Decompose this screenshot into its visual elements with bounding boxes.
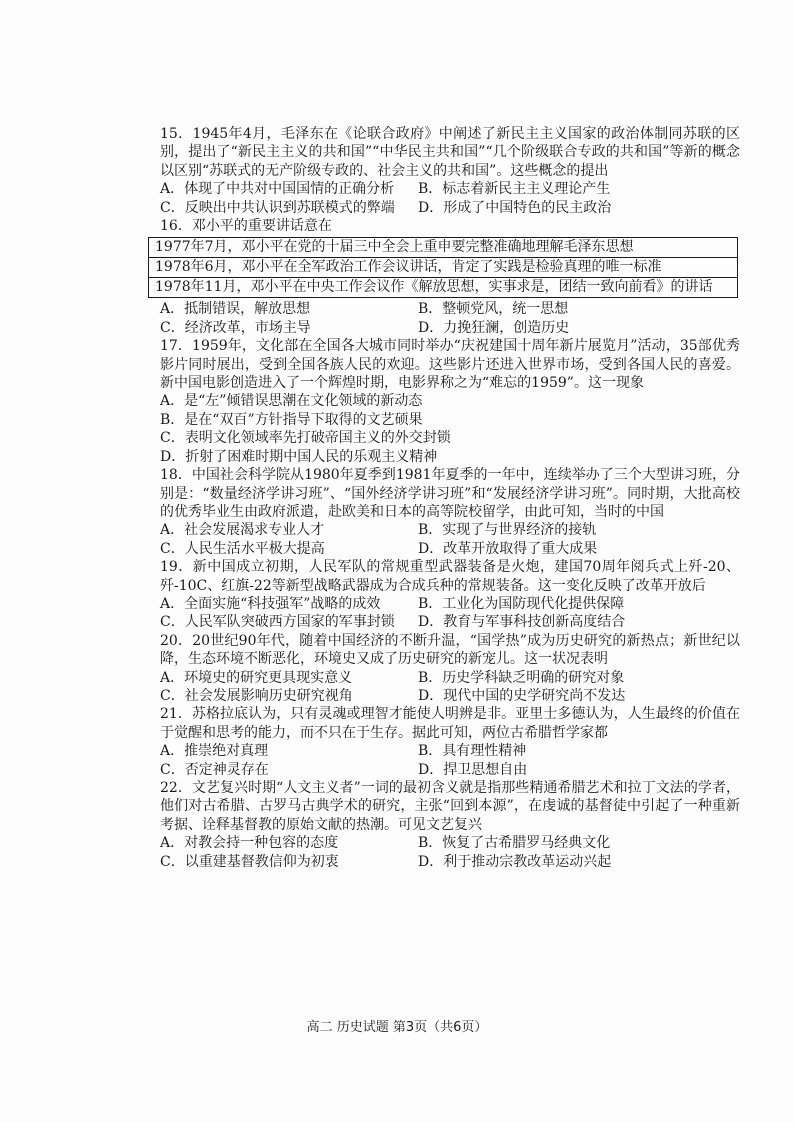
option-b[interactable]: B．恢复了古希腊罗马经典文化 xyxy=(418,835,611,852)
option-d[interactable]: D．利于推动宗教改革运动兴起 xyxy=(418,853,612,870)
question-16-options xyxy=(160,300,740,337)
question-21-stem: 21．苏格拉底认为，只有灵魂或理智才能使人明辨是非。亚里士多德认为，人生最终的价值在于觉醒和思考的能力，而不只在于生存。据此可知，两位古希腊哲学家都 xyxy=(160,706,740,741)
question-22-options xyxy=(160,834,740,871)
option-a[interactable]: A．环境史的研究更具现实意义 xyxy=(160,669,353,686)
option-c[interactable]: C．反映出中共认识到苏联模式的弊端 xyxy=(160,199,395,216)
question-17 xyxy=(160,337,740,466)
option-b[interactable]: B．是在“双百”方针指导下取得的文艺硕果 xyxy=(160,411,423,428)
table-row xyxy=(149,278,738,298)
option-b[interactable]: B．整顿党风，统一思想 xyxy=(418,301,569,318)
option-a[interactable]: A．社会发展渴求专业人才 xyxy=(160,522,325,539)
option-b[interactable]: B．实现了与世界经济的接轨 xyxy=(418,522,597,539)
question-18 xyxy=(160,466,740,558)
option-b[interactable]: B．工业化为国防现代化提供保障 xyxy=(418,595,625,612)
question-17-options xyxy=(160,392,740,466)
option-c[interactable]: C．社会发展影响历史研究视角 xyxy=(160,687,353,704)
table-row xyxy=(149,258,738,278)
question-19-options xyxy=(160,595,740,632)
speech-table xyxy=(148,237,738,298)
option-d[interactable]: D．现代中国的史学研究尚不发达 xyxy=(418,687,626,704)
option-b[interactable]: B．历史学科缺乏明确的研究对象 xyxy=(418,669,625,686)
option-a[interactable]: A．是“左”倾错误思潮在文化领域的新动态 xyxy=(160,393,423,410)
page-footer: 高二 历史试题 第3页（共6页） xyxy=(306,1020,488,1035)
question-15 xyxy=(160,125,740,217)
question-20-stem: 20．20世纪90年代，随着中国经济的不断升温，“国学热”成为历史研究的新热点；新世纪以降，生态环境不断恶化，环境史又成了历史研究的新宠儿。这一状况表明 xyxy=(160,632,740,668)
option-d[interactable]: D．教育与军事科技创新高度结合 xyxy=(418,614,626,631)
question-18-options xyxy=(160,521,740,558)
question-16-stem: 16．邓小平的重要讲话意在 xyxy=(160,218,332,235)
option-d[interactable]: D．改革开放取得了重大成果 xyxy=(418,540,598,557)
option-d[interactable]: D．形成了中国特色的民主政治 xyxy=(418,199,612,216)
question-15-stem: 15．1945年4月，毛泽东在《论联合政府》中阐述了新民主主义国家的政治体制同苏联的区别，提出了“新民主主义的共和国”“中华民主共和国”“几个阶级联合专政的共和国”等新的概念以区别“苏联式的无产阶级专政的、社会主义的共和国”。这些概念的提出 xyxy=(160,126,740,179)
option-b[interactable]: B．标志着新民主主义理论产生 xyxy=(418,181,611,198)
option-c[interactable]: C．否定神灵存在 xyxy=(160,761,269,778)
question-21-options xyxy=(160,742,740,779)
option-a[interactable]: A．对教会持一种包容的态度 xyxy=(160,835,339,852)
table-row xyxy=(149,238,738,258)
option-d[interactable]: D．力挽狂澜，创造历史 xyxy=(418,319,570,336)
question-19 xyxy=(160,558,740,632)
option-a[interactable]: A．体现了中共对中国国情的正确分析 xyxy=(160,181,395,198)
option-d[interactable]: D．捍卫思想自由 xyxy=(418,761,528,778)
question-15-options xyxy=(160,180,740,217)
option-a[interactable]: A．抵制错误，解放思想 xyxy=(160,301,311,318)
option-a[interactable]: A．全面实施“科技强军”战略的成效 xyxy=(160,595,381,612)
question-22-stem: 22．文艺复兴时期“人文主义者”一词的最初含义就是指那些精通希腊艺术和拉丁文法的学者，他们对古希腊、古罗马古典学术的研究，主张“回到本源”，在虔诚的基督徒中引起了一种重新考据、诠释基督教的原始文献的热潮。可见文艺复兴 xyxy=(160,780,740,833)
question-20-options xyxy=(160,669,740,706)
question-21 xyxy=(160,705,740,779)
option-c[interactable]: C．人民生活水平极大提高 xyxy=(160,540,325,557)
question-20 xyxy=(160,632,740,706)
question-18-stem: 18．中国社会科学院从1980年夏季到1981年夏季的一年中，连续举办了三个大型讲习班，分别是：“数量经济学讲习班”、“国外经济学讲习班”和“发展经济学讲习班”。同时期，大批高校的优秀毕业生由政府派遣，赴欧美和日本的高等院校留学，由此可知，当时的中国 xyxy=(160,467,740,520)
option-c[interactable]: C．以重建基督教信仰为初衷 xyxy=(160,853,339,870)
option-a[interactable]: A．推崇绝对真理 xyxy=(160,743,269,760)
option-d[interactable]: D．折射了困难时期中国人民的乐观主义精神 xyxy=(160,448,438,465)
option-c[interactable]: C．经济改革，市场主导 xyxy=(160,319,311,336)
question-16 xyxy=(155,217,740,337)
option-c[interactable]: C．人民军队突破西方国家的军事封锁 xyxy=(160,614,395,631)
questions-column xyxy=(155,125,740,871)
question-22 xyxy=(160,779,740,871)
table-cell: 1978年11月，邓小平在中央工作会议作《解放思想，实事求是，团结一致向前看》的讲话 xyxy=(149,278,738,298)
question-17-stem: 17．1959年，文化部在全国各大城市同时举办“庆祝建国十周年新片展览月”活动，35部优秀影片同时展出，受到全国各族人民的欢迎。这些影片还进入世界市场，受到各国人民的喜爱。新中国电影创造进入了一个辉煌时期，电影界称之为“难忘的1959”。这一现象 xyxy=(160,338,740,392)
table-cell: 1978年6月，邓小平在全军政治工作会议讲话，肯定了实践是检验真理的唯一标准 xyxy=(149,258,738,278)
option-c[interactable]: C．表明文化领域率先打破帝国主义的外交封锁 xyxy=(160,430,451,447)
question-19-stem: 19．新中国成立初期，人民军队的常规重型武器装备是火炮，建国70周年阅兵式上歼-20、歼-10C、红旗-22等新型战略武器成为合成兵种的常规装备。这一变化反映了改革开放后 xyxy=(160,559,740,594)
option-b[interactable]: B．具有理性精神 xyxy=(418,743,527,760)
table-cell: 1977年7月，邓小平在党的十届三中全会上重申要完整准确地理解毛泽东思想 xyxy=(149,238,738,258)
